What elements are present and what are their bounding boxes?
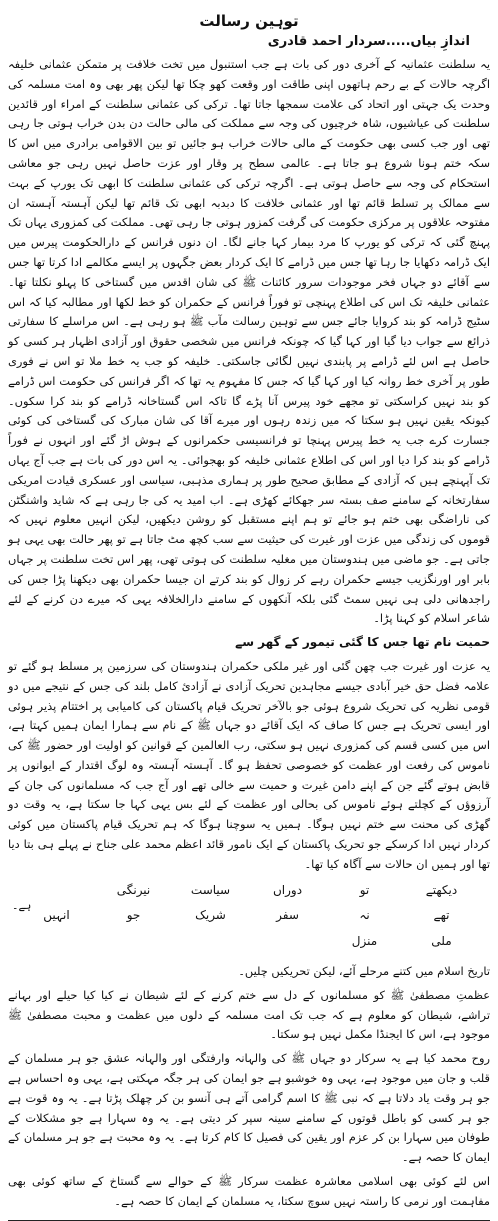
poem-grid [18,881,480,952]
poem-word: سیاست [190,882,231,897]
poem-word: تھے [433,908,450,923]
paragraph-3: عظمتِ مصطفیٰ ﷺ کو مسلمانوں کے دل سے ختم کرنے کے لئے شیطان نے کیا کیا حیلے اور بہانے تراشے، شیطان کو معلوم ہے کہ جب تک امت مسلمہ کے دلوں میں عظمت و محبت مصطفیٰ ﷺ موجود ہے، اس کا ایجنڈا مکمل نہیں ہو سکتا۔ [8,987,490,1042]
paragraph-4: روح محمد کیا ہے یہ سرکار دو جہاں ﷺ کی والہانہ وارفتگی اور والہانہ عشق جو ہر مسلمان کے قلب و جان میں موجود ہے، یہی وہ خوشبو ہے جو ایمان کی ہر جگہ مہکتی ہے، یہی وہ احساس ہے جو ہر وقت یاد دلاتا ہے کہ نبی ﷺ کا اسم گرامی آتے ہی آنسو بن کر چھلک پڑتا ہے۔ یہ وہ قوت ہے جو ہر کسی کو باطل قوتوں کے سامنے سینہ سپر کر دیتی ہے۔ یہ وہ سہارا ہے جو مشکلات کے طوفان میں سہارا بن کر عزم اور یقین کی فصیل کا کام کرتا ہے۔ یہ وہ محبت ہے جو ہر مسلمان کے ایمان کا حصہ ہے۔ [8,1051,490,1165]
after-poem-line: تاریخ اسلام میں کتنے مرحلے آئے، لیکن تحریکیں چلیں۔ [238,964,490,979]
footer-mark: ہے۔ [12,899,32,912]
couplet-heading: حمیت نام تھا جس کا گئی تیمور کے گھر سے [235,635,490,650]
poem-word: منزل [351,934,378,949]
poem-word: نیرنگی [116,882,151,897]
poem-word: نہ [359,908,370,923]
paragraph-2: یہ عزت اور غیرت جب چھن گئی اور غیر ملکی حکمران ہندوستان کی سرزمین پر مسلط ہو گئے تو علامہ فضل حق خیر آبادی جیسے مجاہدین تحریک آزادی نے آزادیٔ کامل بلند کی جس کے نتیجے میں دو قومی نظریہ کی تحریک شروع ہوئی جو بالآخر تحریک قیام پاکستان کی کامیابی پر اختتام پذیر ہوئی اور ایسی تحریک ہے جس کا صاف کہ ایک آقائے دو جہاں ﷺ کے نام سے ہمارا ایمان ہمیں کہتا ہے، اس میں کسی قسم کی کمزوری نہیں ہو سکتی، رب العالمین کے قوانین کو اولیت اور حضور ﷺ کی ناموس کی رفعت اور عظمت کو خصوصی تحفظ ہو گا۔ آہستہ آہستہ وہ لوگ اقتدار کے ایوانوں پر قابض ہوتے گئے جن کے اپنے دامن غیرت و حمیت سے خالی تھے اور آج جب کہ مسلمانوں کی جان کے آرزوؤں کے کچلتے ہوئے ناموس کی بحالی اور عظمت کے لئے بس یہی کہا جا سکتا ہے، یہ وقت دو گھڑی کی محنت سے ختم نہیں ہوگا۔ ہمیں یہ سوچنا ہوگا کہ ہم تحریک قیام پاکستان میں کوئی کردار نہیں ادا کرسکے جو تحریک پاکستان کے ایک نامور قائد اعظم محمد علی جناح نے پہلے ہی بتا دیا تھا اور ہمیں ان حالات سے آگاہ کیا تھا۔ [8,658,490,871]
poem-word: سفر [276,908,299,923]
article-byline: اندازِ بیاں.....سردار احمد قادری [267,34,470,49]
poem-word: تو [359,882,370,897]
paragraph-5: اس لئے کوئی بھی اسلامی معاشرہ عظمت سرکار ﷺ کے حوالے سے گستاخ کے ساتھ کوئی بھی مفاہمت اور نرمی کا راستہ نہیں سوچ سکتا، یہ مسلمان کے ایمان کا حصہ ہے۔ [8,1174,490,1208]
poem-word: دوراں [272,882,303,897]
bottom-divider [8,1220,490,1221]
poem-word: جو [126,908,141,923]
poem-word: دیکھتے [425,882,458,897]
paragraph-1: یہ سلطنت عثمانیہ کے آخری دور کی بات ہے جب استنبول میں تخت خلافت پر متمکن عثمانی خلیفہ اگرچہ حالات کے بے رحم ہاتھوں اپنی طاقت اور وقعت کھو چکا تھا لیکن پھر بھی وہ امت مسلمہ کی وحدت یک جہتی اور اتحاد کی علامت سمجھا جاتا تھا۔ ترکی کی عثمانی سلطنت کے امراء اور قائدین سلطنت کی عیاشیوں، شاہ خرچیوں کی وجہ سے مملکت کی مالی حالت دن بدن خراب ہوتی جا رہی تھی اور جب کسی بھی حکومت کے مالی حالات خراب ہو جائیں تو بین الاقوامی برادری میں اس کا سکہ ختم ہونا شروع ہو جاتا ہے۔ عالمی سطح پر وقار اور عزت حاصل نہیں رہی جو معاشی استحکام کی وجہ سے حاصل ہوتی ہے۔ اگرچہ ترکی کی عثمانی سلطنت کا ابھی تک یورپ کے بہت سے ممالک پر تسلط قائم تھا اور عثمانی خلافت کا دبدبہ ابھی تک قائم تھا لیکن آہستہ آہستہ ان مفتوحہ علاقوں پر مرکزی حکومت کی گرفت کمزور ہوتی جا رہی تھی۔ مملکت کی کمزوری یہاں تک پہنچ گئی کہ ترکی کو یورپ کا مرد بیمار کہا جانے لگا۔ ان دنوں فرانس کے دارالحکومت پیرس میں ایک ڈرامہ دکھایا جا رہا تھا جس میں ڈرامے کا ایک کردار بعض جگہوں پر ایسے مکالمے ادا کرتا تھا جس سے آقائے دو جہاں فخر موجودات سرور کائنات ﷺ کی شان اقدس میں گستاخی کا پہلو نکلتا تھا۔ عثمانی خلیفہ تک اس کی اطلاع پہنچی تو فوراً فرانس کے حکمران کو خط لکھا اور مطالبہ کیا کہ اس سٹیج ڈرامہ کو بند کروایا جائے جس سے توہین رسالت مآب ﷺ ہو رہی ہے۔ اس مراسلے کا سفارتی ذرائع سے جواب دیا گیا اور کہا گیا کہ چونکہ فرانس میں شخصی حقوق اور آزادی اظہار ہر کسی کو حاصل ہے اس لئے ڈرامے پر پابندی نہیں لگائی جاسکتی۔ خلیفہ کو جب یہ خط ملا تو اس نے فوری طور پر آخری خط روانہ کیا اور کہا گیا کہ جس کا مفہوم یہ تھا کہ اگر فرانس کی حکومت اس ڈرامے کو بند نہیں کراسکتی تو مجھے خود پیرس آنا پڑے گا تاکہ اس گستاخانہ ڈرامے کو بند کرا سکوں۔ کیونکہ یقین نہیں ہو سکتا کہ میں زندہ رہوں اور میرے آقا کی شان مبارک کی گستاخی کی کوئی جسارت کرے جب یہ خط پیرس پہنچا تو فرانسیسی حکمرانوں کے ہوش اڑ گئے اور انہوں نے فوراً ڈرامے کو بند کرا دیا اور اس کی اطلاع عثمانی خلیفہ کو بھجوائی۔ یہ اس دور کی بات ہے جب آج یہاں تک آپہنچے ہیں کہ آزادی کے مطابق صحیح طور پر ہماری مذہبی، سیاسی اور عسکری قیادت امریکی سفارتخانہ کے سامنے صف بستہ سر جھکائے کھڑی ہے۔ اب امید یہ کی جا رہی ہے کہ شاید واشنگٹن کی ناراضگی بھی ختم ہو جائے تو ہم اپنے مستقبل کو روشن دیکھیں، لیکن انہیں معلوم نہیں کہ قوموں کی زندگی میں عزت اور غیرت کی حیثیت سے سب کچھ مٹ جاتا ہے تو پھر حالت بھی یہی ہو جاتی ہے۔ جو ماضی میں ہندوستان میں مغلیہ سلطنت کی ہوتی تھی، پھر اس تخت سلطنت پر جہاں بابر اور اورنگزیب جیسے حکمران رہے کر زوال کو بند کرتے ان جیسا حکمران بھی دیکھنا پڑا جس کی راجدھانی دلی ہی نہیں سمٹ گئی بلکہ آنکھوں کے سامنے دارالخلافہ یہی کہ میرے دن کرنے کے لئے شاعر اسلام کو کہنا پڑا۔ [8,57,490,626]
poem-word: شریک [195,908,226,923]
poem-word [18,881,95,901]
article-title: توہین رسالت [199,12,299,30]
article-body [8,55,490,1212]
poem-word: انہیں [43,908,70,923]
poem-word: ملی [431,934,452,949]
